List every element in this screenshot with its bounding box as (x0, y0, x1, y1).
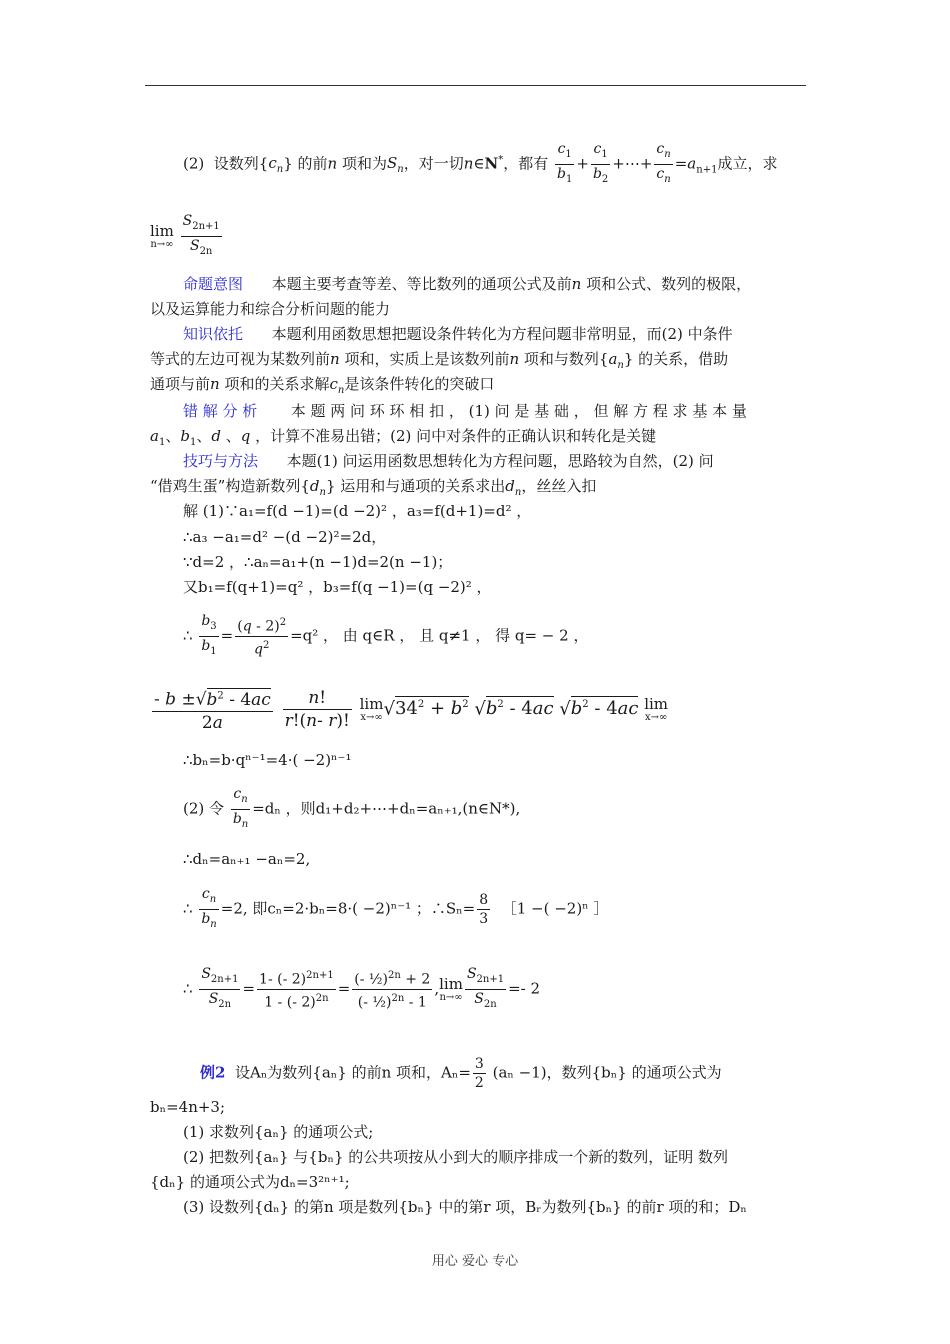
error-title: 错 解 分 析 (183, 402, 258, 420)
solution-line-10: ∴ $\frac{S_{2n+1}}{S_{2n}}$ = $\frac{1- (- 2)^{2n+1}}{1 - (- 2)^{2n}}$ = $\frac{(- \frac{1}{2})^{2n} + 2}{(- \frac{1}{2})^{2n} - 1}$ ,lim n→∞ $\frac{S_{2n+1}}{S_{2n}}$ =- 2 (183, 966, 541, 1011)
text: 项和与数列{ (519, 350, 609, 368)
formula-line: $\frac{- b \pm√b^2 - 4ac}{2a}$ $\frac{n!}{r!(n- r)!}$ lim x→∞ $√34^2 + b^2$ $√b^2 - 4ac$ $√b^2 - 4ac$ lim x→∞ (150, 685, 668, 734)
text: ，对一切 (403, 154, 464, 173)
text: =q² ， 由 q∈R ， 且 q≠1 ， 得 q= − 2 ， (290, 626, 589, 645)
page-footer: 用心 爱心 专心 (431, 1254, 519, 1269)
problem-2-line: (2) 设数列$\{c_n\}$ 的前n 项和为$S_n$，对一切n∈N*，都有 $\frac{c_1}{b_1}$ + $\frac{c_1}{b_2}$ +⋯+ $\frac{c_n}{c_n}$ $=a_{n+1}$成立，求 (183, 140, 777, 189)
text: (3) 设数列{dₙ} 的第n 项是数列{bₙ} 中的第r 项，Bᵣ为数列{bₙ} 的前r 项的和；Dₙ (183, 1198, 747, 1216)
text: 设Aₙ为数列{aₙ} 的前n 项和，Aₙ= (234, 1063, 471, 1082)
text: 项和的关系求解 (219, 375, 330, 393)
solution-line-7: (2) 令 $\frac{c_n}{b_n}$ =dₙ ，则d₁+d₂+⋯+dₙ=aₙ₊₁,(n∈N*), (183, 786, 521, 830)
text: (1) 求数列{aₙ} 的通项公式; (183, 1123, 374, 1141)
fraction: $\frac{c_n}{c_n}$ (656, 141, 671, 185)
text: ∴ (183, 979, 193, 998)
solution-line-1 (183, 500, 531, 522)
example-2-line-1: 例2 设Aₙ为数列{aₙ} 的前n 项和，Aₙ= $\frac{3}{2}$ (aₙ −1)，数列{bₙ} 的通项公式为 (200, 1056, 722, 1091)
text: ［1 −( −2)ⁿ ］ (501, 899, 609, 918)
text: 项和公式、数列的极限， (581, 275, 752, 293)
skill-line-1 (183, 450, 714, 472)
text: 本题(1) 问运用函数思想转化为方程问题，思路较为自然，(2) 问 (286, 452, 714, 470)
text: bₙ=4n+3; (150, 1098, 226, 1116)
text: ，丝丝入扣 (521, 477, 597, 495)
text: } 的前 (283, 154, 328, 173)
question-2-line-2 (150, 1171, 350, 1193)
example-label: 例2 (200, 1063, 226, 1082)
text: } 运用和与通项的关系求出 (325, 477, 506, 495)
text: (aₙ −1)，数列{bₙ} 的通项公式为 (492, 1063, 722, 1082)
solution-line-2 (183, 526, 386, 548)
text: ，计算不准易出错；(2) 问中对条件的正确认识和转化是关键 (255, 427, 657, 445)
text: 成立，求 (717, 154, 778, 173)
solution-line-3 (183, 551, 452, 573)
text: ∴ (183, 899, 193, 918)
fraction: $\frac{c_1}{b_2}$ (592, 141, 609, 185)
text: 设数列{ (213, 154, 269, 173)
text: (2) 把数列{aₙ} 与{bₙ} 的公共项按从小到大的顺序排成一个新的数列，证明 数列 (183, 1148, 729, 1166)
text: 又b₁=f(q+1)=q² ，b₃=f(q −1)=(q −2)² ， (183, 578, 492, 596)
text: “借鸡生蛋”构造新数列{ (150, 477, 310, 495)
error-line-2: $a_1$、$b_1$、d 、q ，计算不准易出错；(2) 问中对条件的正确认识和转化是关键 (150, 427, 657, 448)
skill-line-2: “借鸡生蛋”构造新数列$\{d_n\}$ 运用和与通项的关系求出$d_n$，丝丝入扣 (150, 477, 597, 498)
fraction: $\frac{c_1}{b_1}$ (557, 141, 573, 185)
basis-line-2: 等式的左边可视为某数列前n 项和，实质上是该数列前n 项和与数列$\{a_n\}$ 的关系，借助 (150, 350, 729, 371)
text: (2) 令 (183, 799, 225, 818)
text: ∴a₃ −a₁=d² −(d −2)²=2d， (183, 528, 387, 546)
intent-title: 命题意图 (183, 275, 244, 293)
error-line-1 (183, 400, 747, 422)
text: 通项与前 (150, 375, 211, 393)
text: {dₙ} 的通项公式为dₙ=3²ⁿ⁺¹; (150, 1173, 350, 1191)
question-1 (183, 1121, 373, 1143)
text: ∴bₙ=b·qⁿ⁻¹=4·( −2)ⁿ⁻¹ (183, 751, 352, 769)
text: N (484, 154, 499, 173)
text: 本题主要考查等差、等比数列的通项公式及前 (271, 275, 572, 293)
text: 项和 (339, 350, 375, 368)
text: =2, 即cₙ=2·bₙ=8·( −2)ⁿ⁻¹ ；∴Sₙ= (220, 899, 476, 918)
question-3 (183, 1196, 747, 1218)
text: =dₙ ，则d₁+d₂+⋯+dₙ=aₙ₊₁,(n∈N*), (252, 799, 521, 818)
solution-line-4 (183, 576, 492, 598)
text: ，实质上是该数列前 (374, 350, 510, 368)
intent-line-2 (150, 298, 390, 320)
lim-label: lim (150, 221, 174, 240)
text: 本 题 两 问 环 环 相 扣 ， (1) 问 是 基 础 ， 但 解 方 程 求 基 本 量 (290, 402, 747, 420)
solution-line-6 (183, 749, 351, 771)
text: 、 (165, 427, 181, 445)
basis-line-3: 通项与前n 项和的关系求解$c_n$是该条件转化的突破口 (150, 375, 495, 396)
text: ∈ (473, 154, 485, 173)
header-rule (145, 85, 806, 86)
lim-sub: n→∞ (150, 238, 174, 250)
intent-line-1: 命题意图 本题主要考查等差、等比数列的通项公式及前n 项和公式、数列的极限， (183, 275, 752, 293)
text: ∵d=2 ，∴aₙ=a₁+(n −1)d=2(n −1)； (183, 553, 453, 571)
text: ∴ (183, 626, 193, 645)
example-2-line-2 (150, 1096, 225, 1118)
text: 解 (1)∵a₁=f(d −1)=(d −2)² ，a₃=f(d+1)=d² ， (183, 502, 532, 520)
solution-line-9: ∴ $\frac{c_n}{b_n}$ =2, 即cₙ=2·bₙ=8·( −2)ⁿ⁻¹ ；∴Sₙ= $\frac{8}{3}$ ［1 −( −2)ⁿ ］ (183, 886, 609, 930)
question-2-line-1 (183, 1146, 728, 1168)
text: 项和为 (337, 154, 387, 173)
solution-line-8 (183, 848, 310, 870)
skill-title: 技巧与方法 (183, 452, 259, 470)
basis-title: 知识依托 (183, 325, 244, 343)
text: 是该条件转化的突破口 (344, 375, 495, 393)
text: } 的关系，借助 (623, 350, 729, 368)
problem-label: (2) (183, 154, 205, 173)
basis-line-1 (183, 323, 733, 345)
text: ∴dₙ=aₙ₊₁ −aₙ=2, (183, 850, 311, 868)
text: ，都有 (503, 154, 549, 173)
text: 等式的左边可视为某数列前 (150, 350, 331, 368)
text: 本题利用函数思想把题设条件转化为方程问题非常明显，而(2) 中条件 (271, 325, 733, 343)
limit-expression: lim n→∞ $\frac{S_{2n+1}}{S_{2n}}$ (150, 213, 220, 257)
solution-line-5: ∴ $\frac{b_3}{b_1}$ = $\frac{(q - 2)^2}{q^2}$ =q² ， 由 q∈R ， 且 q≠1 ， 得 q= − 2 ， (183, 613, 589, 658)
text: 以及运算能力和综合分析问题的能力 (150, 300, 391, 318)
